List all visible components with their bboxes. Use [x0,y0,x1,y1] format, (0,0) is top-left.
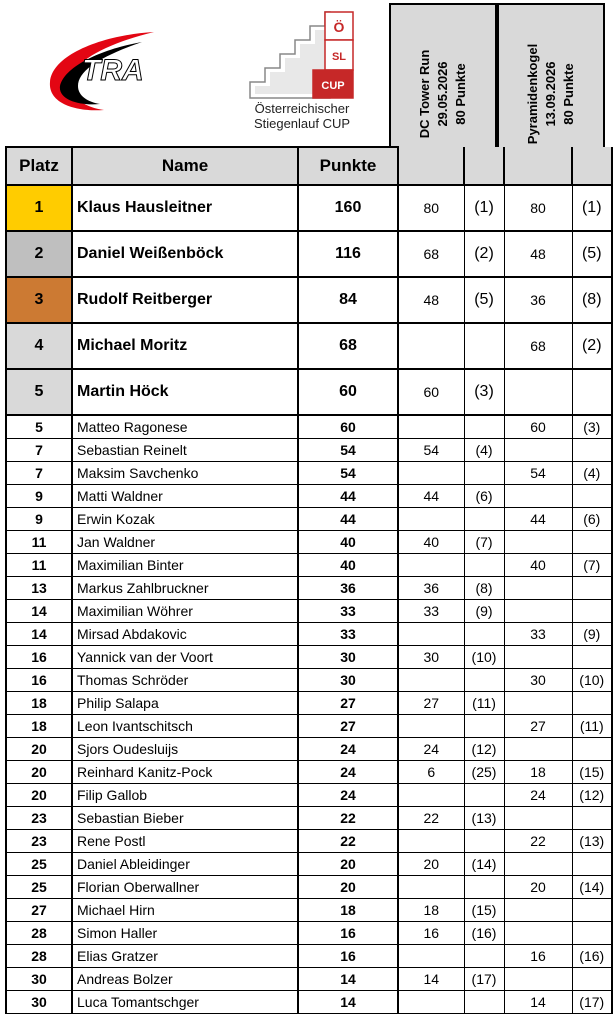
cell-race2-points [504,807,572,830]
cell-punkte: 30 [298,669,398,692]
table-row [6,876,612,899]
cell-punkte: 44 [298,485,398,508]
cell-race1-points: 80 [398,185,464,231]
table-row [6,692,612,715]
cell-platz: 11 [6,531,72,554]
cup-caption [232,101,372,131]
cup-logo-letter-3: CUP [321,80,345,92]
cell-race2-rank [572,577,612,600]
cell-race2-points: 60 [504,415,572,439]
table-row [6,369,612,415]
table-row [6,439,612,462]
cell-punkte: 44 [298,508,398,531]
table-row [6,485,612,508]
cell-race2-points: 44 [504,508,572,531]
cell-race1-rank: (13) [464,807,504,830]
cell-punkte: 33 [298,623,398,646]
cell-platz: 23 [6,807,72,830]
cell-race1-rank: (3) [464,369,504,415]
cell-race2-rank [572,899,612,922]
table-row [6,577,612,600]
table-row [6,738,612,761]
cell-punkte: 40 [298,531,398,554]
cell-race1-rank: (11) [464,692,504,715]
cell-race2-rank: (11) [572,715,612,738]
cell-race2-rank: (1) [572,185,612,231]
cell-race2-points: 54 [504,462,572,485]
cell-race1-points: 30 [398,646,464,669]
cell-platz: 14 [6,623,72,646]
race-2-points: 80 Punkte [561,63,576,125]
cell-punkte: 84 [298,277,398,323]
cell-race2-rank: (9) [572,623,612,646]
cell-race2-rank: (16) [572,945,612,968]
table-row [6,945,612,968]
cell-punkte: 16 [298,922,398,945]
cell-race2-rank [572,485,612,508]
cell-race1-points: 14 [398,968,464,991]
cell-punkte: 24 [298,761,398,784]
table-row [6,669,612,692]
col-race1-rank-header [464,147,504,185]
cell-name: Luca Tomantschger [72,991,298,1014]
cell-race2-rank: (8) [572,277,612,323]
table-row [6,415,612,439]
cell-race2-rank: (3) [572,415,612,439]
cell-race2-points [504,738,572,761]
cell-race2-points [504,439,572,462]
cell-name: Maximilian Wöhrer [72,600,298,623]
cell-race1-points [398,669,464,692]
cell-name: Martin Höck [72,369,298,415]
cell-platz: 7 [6,462,72,485]
cell-punkte: 40 [298,554,398,577]
cell-race2-points: 16 [504,945,572,968]
cell-race1-rank: (15) [464,899,504,922]
cell-name: Klaus Hausleitner [72,185,298,231]
race-1-name: DC Tower Run [417,49,432,139]
cell-race1-points [398,876,464,899]
cell-race1-points [398,554,464,577]
col-race2-rank-header [572,147,612,185]
cell-platz: 18 [6,715,72,738]
cell-name: Rene Postl [72,830,298,853]
cell-platz: 3 [6,277,72,323]
race-header-1-text [416,50,470,139]
cell-race2-rank [572,692,612,715]
table-row [6,323,612,369]
cell-race2-points: 40 [504,554,572,577]
cup-logo-letter-2: SL [331,51,347,63]
cell-name: Mirsad Abdakovic [72,623,298,646]
cell-punkte: 60 [298,369,398,415]
cell-platz: 25 [6,853,72,876]
table-row [6,508,612,531]
cell-race2-rank: (2) [572,323,612,369]
cell-race1-rank: (8) [464,577,504,600]
cell-punkte: 20 [298,876,398,899]
table-row [6,554,612,577]
cell-race1-rank [464,830,504,853]
cell-race1-rank: (1) [464,185,504,231]
cell-name: Philip Salapa [72,692,298,715]
cell-race1-rank: (17) [464,968,504,991]
standings-table [5,146,613,1014]
cell-name: Andreas Bolzer [72,968,298,991]
cell-race1-rank: (14) [464,853,504,876]
cell-name: Sjors Oudesluijs [72,738,298,761]
cell-name: Michael Hirn [72,899,298,922]
cell-platz: 27 [6,899,72,922]
cell-race1-rank [464,876,504,899]
cell-platz: 20 [6,738,72,761]
cell-platz: 25 [6,876,72,899]
cell-race2-rank: (12) [572,784,612,807]
cell-punkte: 22 [298,807,398,830]
cell-race1-points: 60 [398,369,464,415]
cup-caption-line-2: Stiegenlauf CUP [253,116,351,131]
cell-race1-rank: (9) [464,600,504,623]
cell-race2-points: 18 [504,761,572,784]
cell-race1-points: 40 [398,531,464,554]
cell-name: Sebastian Bieber [72,807,298,830]
cell-punkte: 27 [298,692,398,715]
cell-race1-rank [464,669,504,692]
cell-platz: 23 [6,830,72,853]
cell-platz: 16 [6,669,72,692]
cell-race2-rank: (14) [572,876,612,899]
cell-race2-points [504,899,572,922]
cell-name: Rudolf Reitberger [72,277,298,323]
cell-race2-points: 80 [504,185,572,231]
cell-race1-points [398,623,464,646]
cup-logo-letter-1: Ö [333,19,345,35]
cell-race1-points: 16 [398,922,464,945]
cell-platz: 5 [6,369,72,415]
cell-race1-points: 18 [398,899,464,922]
cell-name: Simon Haller [72,922,298,945]
cell-race2-rank [572,853,612,876]
cell-name: Daniel Ableidinger [72,853,298,876]
cell-race2-rank [572,646,612,669]
cell-race1-rank: (25) [464,761,504,784]
cell-race2-points: 33 [504,623,572,646]
cell-race2-points: 14 [504,991,572,1014]
col-name-header: Name [72,147,298,185]
cell-race2-points: 48 [504,231,572,277]
cell-platz: 2 [6,231,72,277]
cell-race1-points: 68 [398,231,464,277]
cell-race1-points: 22 [398,807,464,830]
cell-platz: 30 [6,968,72,991]
cell-punkte: 68 [298,323,398,369]
cell-punkte: 24 [298,784,398,807]
col-punkte-header: Punkte [298,147,398,185]
cell-platz: 9 [6,508,72,531]
cell-race1-rank [464,415,504,439]
cell-race2-points: 27 [504,715,572,738]
race-1-points: 80 Punkte [453,63,468,125]
cell-race2-rank: (5) [572,231,612,277]
col-race2-points-header [504,147,572,185]
cell-race1-points: 48 [398,277,464,323]
cell-race1-rank [464,991,504,1014]
cell-platz: 18 [6,692,72,715]
cup-logo [245,10,355,100]
cell-race2-points [504,922,572,945]
cell-race1-rank: (10) [464,646,504,669]
cell-race2-rank [572,807,612,830]
cell-punkte: 54 [298,439,398,462]
table-row [6,531,612,554]
cell-name: Thomas Schröder [72,669,298,692]
cell-race2-rank [572,738,612,761]
cell-race1-rank [464,323,504,369]
cell-punkte: 116 [298,231,398,277]
cell-race2-rank: (13) [572,830,612,853]
cell-race2-points [504,577,572,600]
cell-race1-rank: (6) [464,485,504,508]
cell-name: Filip Gallob [72,784,298,807]
cell-platz: 5 [6,415,72,439]
cell-race2-points: 68 [504,323,572,369]
table-row [6,807,612,830]
cell-race2-points [504,485,572,508]
cell-race2-rank [572,968,612,991]
table-row [6,231,612,277]
cell-race2-rank: (17) [572,991,612,1014]
table-row [6,185,612,231]
cell-race1-rank [464,623,504,646]
cell-race2-points [504,531,572,554]
cell-race1-points [398,945,464,968]
cell-name: Markus Zahlbruckner [72,577,298,600]
cell-name: Sebastian Reinelt [72,439,298,462]
table-row [6,600,612,623]
cell-name: Daniel Weißenböck [72,231,298,277]
table-row [6,646,612,669]
cell-race2-points [504,853,572,876]
cell-race2-points [504,369,572,415]
cell-punkte: 24 [298,738,398,761]
table-row [6,623,612,646]
table-row [6,853,612,876]
cell-punkte: 22 [298,830,398,853]
cell-race2-points [504,600,572,623]
cell-punkte: 16 [298,945,398,968]
cell-name: Yannick van der Voort [72,646,298,669]
cell-platz: 14 [6,600,72,623]
cell-platz: 1 [6,185,72,231]
cell-race1-points: 27 [398,692,464,715]
cell-race1-rank [464,945,504,968]
cell-race1-rank: (2) [464,231,504,277]
race-2-date: 13.09.2026 [543,61,558,127]
cell-race2-rank [572,531,612,554]
table-row [6,784,612,807]
cell-race1-rank [464,508,504,531]
cell-race2-points: 20 [504,876,572,899]
table-header-row [6,147,612,185]
cell-punkte: 20 [298,853,398,876]
cell-punkte: 60 [298,415,398,439]
cell-platz: 13 [6,577,72,600]
table-row [6,899,612,922]
cell-race2-points: 22 [504,830,572,853]
cell-race1-points [398,415,464,439]
cell-race1-points: 24 [398,738,464,761]
table-row [6,462,612,485]
cell-race1-rank [464,784,504,807]
cell-punkte: 14 [298,991,398,1014]
cell-name: Leon Ivantschitsch [72,715,298,738]
cell-name: Elias Gratzer [72,945,298,968]
cell-race1-points [398,323,464,369]
cell-platz: 20 [6,761,72,784]
cell-race2-rank: (15) [572,761,612,784]
race-header-2-text [524,44,578,144]
cell-race2-rank: (6) [572,508,612,531]
cell-race1-points: 33 [398,600,464,623]
cell-race2-rank [572,369,612,415]
cell-race1-rank: (12) [464,738,504,761]
cell-platz: 16 [6,646,72,669]
cell-race2-rank: (4) [572,462,612,485]
cell-race1-points: 20 [398,853,464,876]
col-platz-header: Platz [6,147,72,185]
cell-race1-points: 36 [398,577,464,600]
cell-race2-points [504,646,572,669]
cell-race1-points [398,508,464,531]
table-row [6,761,612,784]
cell-name: Maximilian Binter [72,554,298,577]
tra-logo [42,20,162,120]
race-1-date: 29.05.2026 [435,61,450,127]
cell-name: Jan Waldner [72,531,298,554]
cell-platz: 28 [6,945,72,968]
cell-platz: 4 [6,323,72,369]
col-race1-points-header [398,147,464,185]
table-row [6,922,612,945]
cell-race1-points [398,715,464,738]
cell-race1-rank: (4) [464,439,504,462]
cell-punkte: 27 [298,715,398,738]
cell-punkte: 33 [298,600,398,623]
cell-platz: 28 [6,922,72,945]
cell-platz: 30 [6,991,72,1014]
table-row [6,830,612,853]
cell-race2-points [504,968,572,991]
cup-caption-line-1: Österreichischer [254,101,350,116]
cell-race1-points [398,830,464,853]
cell-race2-rank [572,600,612,623]
cell-race1-points: 54 [398,439,464,462]
cell-name: Reinhard Kanitz-Pock [72,761,298,784]
cell-race1-rank: (16) [464,922,504,945]
cell-race1-rank: (5) [464,277,504,323]
cell-name: Erwin Kozak [72,508,298,531]
cell-race1-points: 6 [398,761,464,784]
cell-race1-points [398,784,464,807]
tra-logo-text: TRA [82,54,144,87]
cell-race1-rank [464,462,504,485]
cell-name: Maksim Savchenko [72,462,298,485]
cell-platz: 11 [6,554,72,577]
cell-name: Michael Moritz [72,323,298,369]
cell-race2-points [504,692,572,715]
table-row [6,968,612,991]
cell-punkte: 54 [298,462,398,485]
cell-race2-rank [572,922,612,945]
table-row [6,991,612,1014]
cell-platz: 9 [6,485,72,508]
cell-race1-points: 44 [398,485,464,508]
cell-punkte: 36 [298,577,398,600]
cell-platz: 7 [6,439,72,462]
cell-race1-rank [464,554,504,577]
cell-name: Florian Oberwallner [72,876,298,899]
cell-race2-points: 36 [504,277,572,323]
cell-platz: 20 [6,784,72,807]
cell-race1-rank [464,715,504,738]
cell-race1-points [398,991,464,1014]
cell-race2-rank: (10) [572,669,612,692]
table-row [6,715,612,738]
cell-race2-rank [572,439,612,462]
cell-punkte: 30 [298,646,398,669]
cell-race2-points: 30 [504,669,572,692]
cell-race1-points [398,462,464,485]
race-2-name: Pyramidenkogel [525,43,540,145]
cell-name: Matti Waldner [72,485,298,508]
cell-punkte: 160 [298,185,398,231]
cell-punkte: 14 [298,968,398,991]
table-row [6,277,612,323]
cell-race2-points: 24 [504,784,572,807]
cell-race1-rank: (7) [464,531,504,554]
cell-race2-rank: (7) [572,554,612,577]
cell-punkte: 18 [298,899,398,922]
cell-name: Matteo Ragonese [72,415,298,439]
